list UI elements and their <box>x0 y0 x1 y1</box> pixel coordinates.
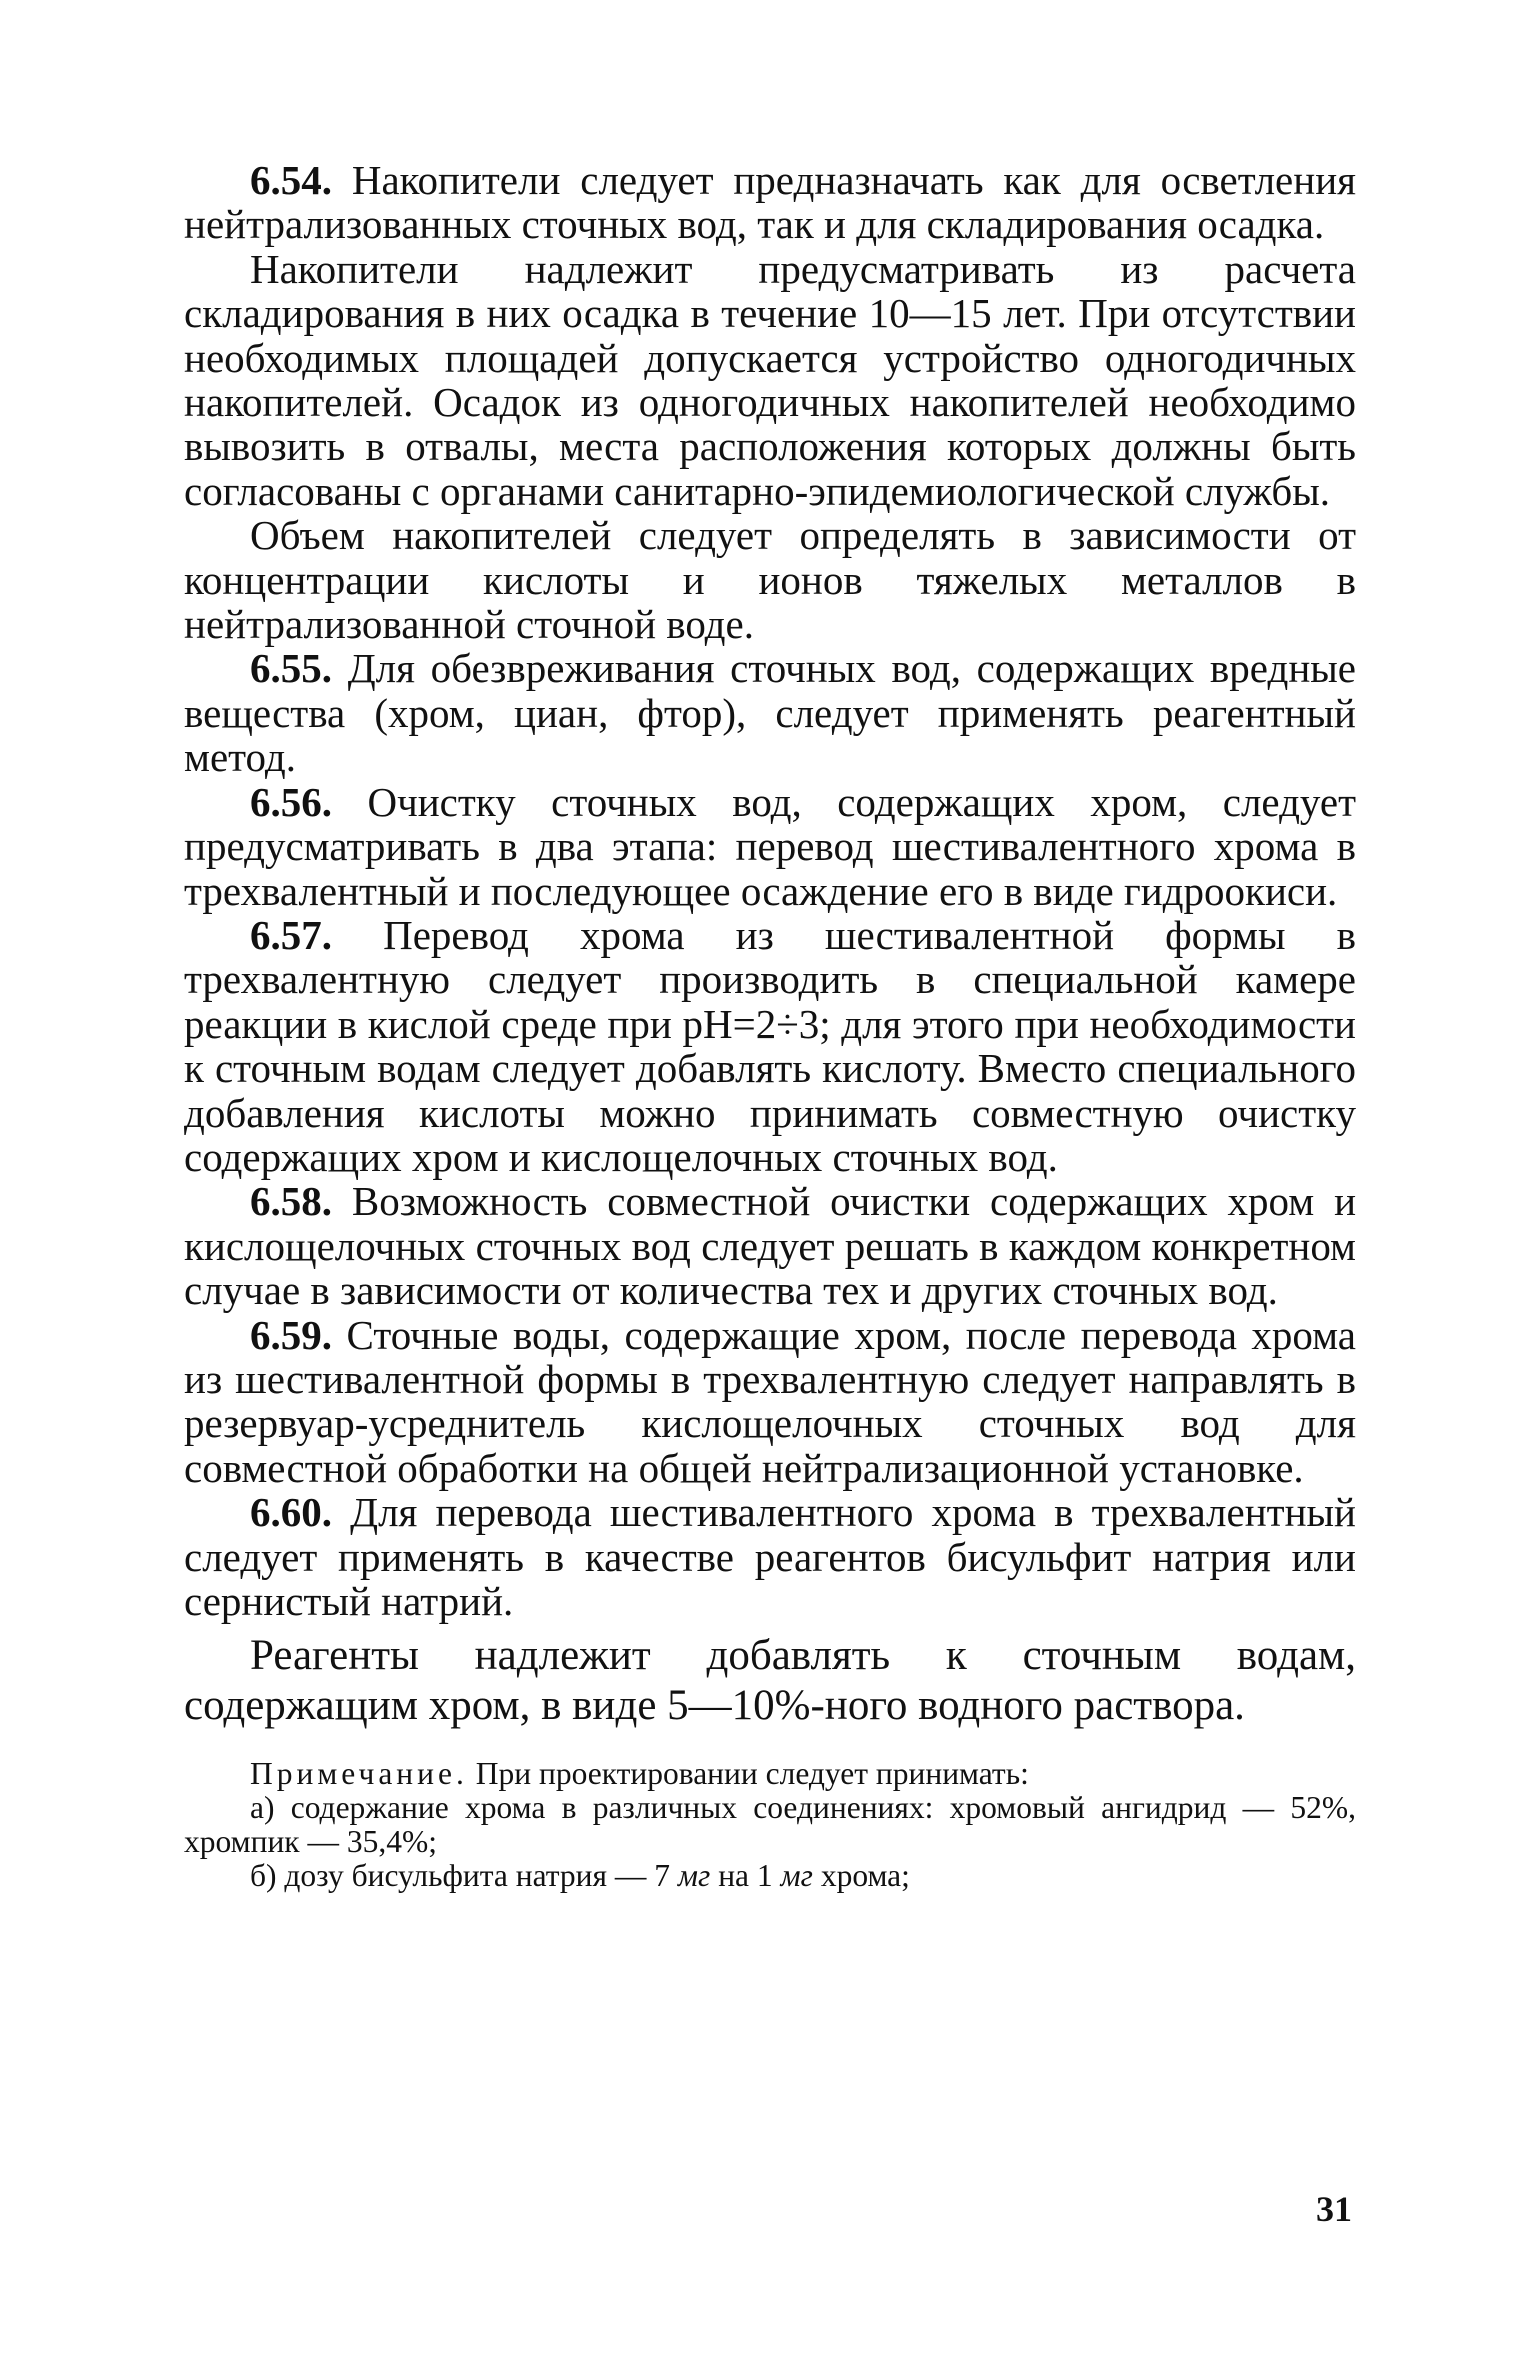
paragraph-6-59 <box>184 1313 1356 1491</box>
paragraph-6-57 <box>184 913 1356 1179</box>
section-number: 6.55. <box>250 645 332 692</box>
section-number: 6.60. <box>250 1489 332 1536</box>
paragraph-text: Накопители следует предназначать как для осветления нейтрализованных сточных вод, так и для складирования осадка. <box>184 157 1356 248</box>
note-intro-text: При проектировании следует принимать: <box>475 1756 1029 1792</box>
note-item-b-text: на 1 <box>718 1858 773 1894</box>
paragraph-6-60 <box>184 1490 1356 1623</box>
paragraph-6-54 <box>184 158 1356 247</box>
paragraph-text: Накопители надлежит предусматривать из расчета складирования в них осадка в течение 10—15 лет. При отсутствии необходимых площадей допускается устройство одногодичных накопителей. Осадок из одногодичных накопителей необходимо вывозить в отвалы, места расположения которых должны быть согласованы с органами санитарно-эпидемиологической службы. <box>184 245 1356 514</box>
note-unit: мг <box>780 1858 813 1894</box>
note-label: Примечание. <box>250 1756 468 1792</box>
paragraph-accumulators-term <box>184 247 1356 513</box>
note-unit: мг <box>677 1858 711 1894</box>
section-number: 6.58. <box>250 1178 332 1225</box>
section-number: 6.54. <box>250 157 332 203</box>
note-item-a: а) содержание хрома в различных соединениях: хромовый ангидрид — 52%, хромпик — 35,4%; <box>184 1790 1356 1860</box>
paragraph-text: Объем накопителей следует определять в зависимости от концентрации кислоты и ионов тяжелых металлов в нейтрализованной сточной воде. <box>184 512 1356 648</box>
paragraph-accumulators-volume <box>184 513 1356 646</box>
paragraph-reagents-dose <box>184 1631 1356 1731</box>
note-item-b <box>184 1859 1356 1893</box>
paragraph-text: Возможность совместной очистки содержащих хром и кислощелочных сточных вод следует решать в каждом конкретном случае в зависимости от количества тех и других сточных вод. <box>184 1178 1357 1314</box>
section-number: 6.57. <box>250 911 332 958</box>
document-page <box>184 158 1356 1893</box>
paragraph-text: Перевод хрома из шестивалентной формы в трехвалентную следует производить в специальной камере реакции в кислой среде при pH=2÷3; для этого при необходимости к сточным водам следует добавлять кислоту. Вместо специального добавления кислоты можно принимать совместную очистку содержащих хром и кислощелочных сточных вод. <box>184 911 1357 1180</box>
paragraph-text: Сточные воды, содержащие хром, после перевода хрома из шестивалентной формы в трехвалентную следует направлять в резервуар-усреднитель кислощелочных сточных вод для совместной обработки на общей нейтрализационной установке. <box>184 1311 1356 1491</box>
note-item-b-text: хрома; <box>820 1858 910 1894</box>
section-number: 6.56. <box>250 778 332 825</box>
note-item-b-text: б) дозу бисульфита натрия — 7 <box>250 1858 671 1894</box>
paragraph-text: Для обезвреживания сточных вод, содержащих вредные вещества (хром, циан, фтор), следует применять реагентный метод. <box>184 645 1356 781</box>
paragraph-text: Очистку сточных вод, содержащих хром, следует предусматривать в два этапа: перевод шестивалентного хрома в трехвалентный и последующее осаждение его в виде гидроокиси. <box>184 778 1357 914</box>
paragraph-text: Для перевода шестивалентного хрома в трехвалентный следует применять в качестве реагентов бисульфит натрия или сернистый натрий. <box>184 1489 1356 1624</box>
paragraph-6-56 <box>184 780 1356 913</box>
note-intro <box>184 1757 1356 1791</box>
section-number: 6.59. <box>250 1311 332 1358</box>
paragraph-text: Реагенты надлежит добавлять к сточным водам, содержащим хром, в виде 5—10%-ного водного раствора. <box>184 1632 1356 1730</box>
page-number: 31 <box>1316 2189 1352 2229</box>
note-block <box>184 1757 1356 1893</box>
paragraph-6-58 <box>184 1179 1356 1312</box>
paragraph-6-55 <box>184 646 1356 779</box>
